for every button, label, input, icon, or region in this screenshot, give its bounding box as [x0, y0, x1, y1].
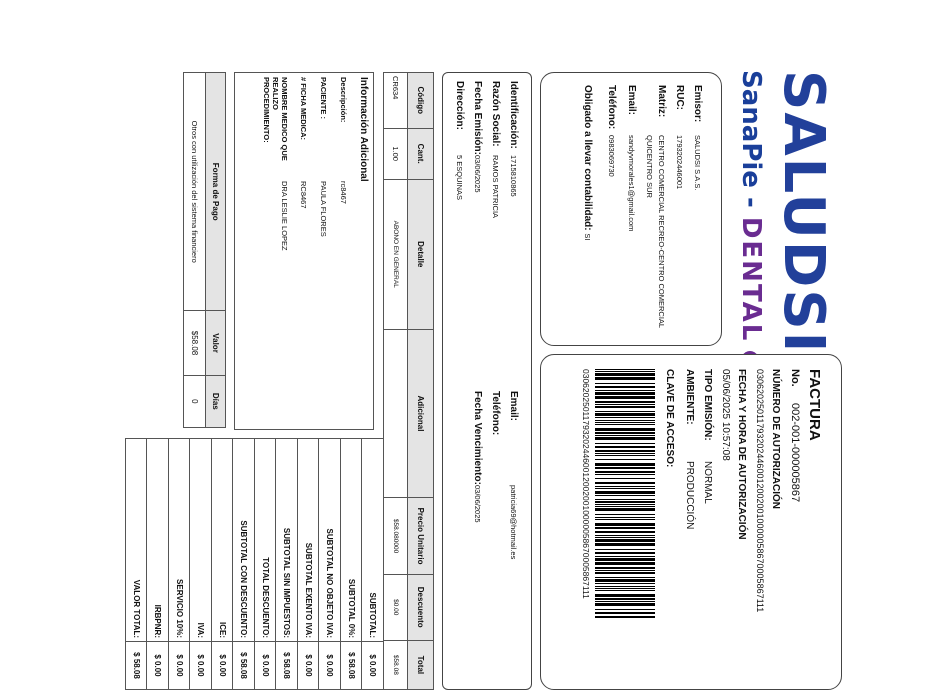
totales-label: ICE: [212, 439, 234, 642]
col-codigo: Código [408, 73, 434, 129]
totales-value: $ 58.08 [126, 642, 148, 690]
barcode-bar [595, 406, 655, 408]
barcode-bar [595, 577, 655, 578]
factura-title: FACTURA [806, 369, 823, 441]
telefono-value: 0983069730 [607, 135, 616, 177]
totales-label: SUBTOTAL NO OBJETO IVA: [319, 439, 341, 642]
factura-no-value: 002-001-000005867 [789, 403, 801, 503]
totales-row [298, 439, 320, 690]
totales-row [276, 439, 298, 690]
barcode-bar [595, 616, 655, 618]
totales-label: SERVICIO 10%: [169, 439, 191, 642]
totales-row [233, 439, 255, 690]
barcode-bar [595, 562, 655, 565]
barcode-bar [595, 411, 655, 412]
totales-table [125, 438, 384, 690]
direccion-label: Dirección: [454, 81, 465, 130]
barcode-bar [595, 552, 655, 554]
barcode-bar [595, 383, 655, 384]
barcode-bar [595, 570, 655, 571]
totales-label: SUBTOTAL CON DESCUENTO: [233, 439, 255, 642]
barcode-bar [595, 586, 655, 587]
emisor-value: SALUDSI S.A.S. [693, 135, 702, 191]
col-cantidad: Cant. [408, 128, 434, 179]
adicional-value-4: DRA LESLIE LOPEZ [280, 181, 289, 251]
barcode-bar [595, 603, 655, 606]
barcode-bar [595, 495, 655, 496]
barcode-bar [595, 519, 655, 520]
totales-value: $ 0.00 [212, 642, 234, 690]
adicional-value-3: RC8467 [299, 181, 308, 209]
barcode-bar [595, 612, 655, 614]
identificacion-label: Identificación: [508, 81, 519, 149]
barcode-bar [595, 422, 655, 423]
cell-descuento: $0.00 [384, 574, 408, 640]
barcode-bar [595, 539, 655, 542]
barcode-bar [595, 491, 655, 494]
barcode-bar [595, 369, 655, 370]
matriz-label: Matriz: [656, 85, 667, 118]
barcode-bar [595, 506, 655, 507]
barcode-bar [595, 420, 655, 421]
cell-precio: $58.080000 [384, 498, 408, 574]
col-total: Total [408, 640, 434, 689]
adicional-value-1: rc8467 [339, 181, 348, 204]
emisor-email-value: sandyvmorales1@gmail.com [627, 135, 636, 232]
totales-value: $ 0.00 [362, 642, 384, 690]
fecha-aut-label: FECHA Y HORA DE AUTORIZACIÓN [736, 369, 747, 540]
totales-row [190, 439, 212, 690]
col-valor: Valor [206, 311, 226, 375]
barcode-bar [595, 504, 655, 505]
barcode-bar [595, 471, 655, 473]
barcode-bar [595, 588, 655, 589]
barcode-bar [595, 583, 655, 584]
barcode-bar [595, 567, 655, 569]
totales-label: SUBTOTAL EXENTO IVA: [298, 439, 320, 642]
barcode-bar [595, 450, 655, 452]
col-forma-pago: Forma de Pago [206, 73, 226, 311]
factura-no-label: No. [789, 369, 801, 387]
barcode-bar [595, 377, 655, 380]
emisor-email-label: Email: [626, 85, 637, 116]
barcode-bar [595, 467, 655, 469]
totales-row [362, 439, 384, 690]
barcode-bar [595, 609, 655, 610]
barcode-bar [595, 371, 655, 372]
identificacion-value: 1715810865 [509, 155, 518, 197]
barcode-bar [595, 572, 655, 574]
matriz-value-2: QUICENTRO SUR [645, 135, 654, 198]
col-descuento: Descuento [408, 574, 434, 640]
cell-adicional [384, 329, 408, 498]
totales-value: $ 58.08 [276, 642, 298, 690]
info-adicional-box [234, 72, 374, 430]
totales-label: IRBPNR: [147, 439, 169, 642]
totales-value: $ 0.00 [147, 642, 169, 690]
barcode-bar [595, 488, 655, 489]
emisor-box [540, 72, 722, 346]
matriz-value-1: CENTRO COMERCIAL RECREO-CENTRO COMERCIAL [657, 135, 666, 329]
barcode-bar [595, 390, 655, 391]
totales-value: $ 58.08 [341, 642, 363, 690]
barcode-bar [595, 594, 655, 597]
totales-row [126, 439, 148, 690]
dental-logo-text: DENTAL [736, 216, 766, 343]
totales-row [341, 439, 363, 690]
barcode-icon [595, 369, 655, 669]
barcode-bar [595, 428, 655, 431]
ambiente-label: AMBIENTE: [684, 369, 695, 425]
adicional-label-2: PACIENTE : [319, 77, 328, 119]
invoice-sheet [72, 40, 862, 679]
totales-value: $ 0.00 [319, 642, 341, 690]
barcode-bar [595, 598, 655, 600]
barcode-bar [595, 446, 655, 448]
logo-separator: - [736, 187, 766, 217]
cliente-box [442, 72, 532, 690]
barcode-bar [595, 424, 655, 425]
totales-label: IVA: [190, 439, 212, 642]
barcode-bar [595, 517, 655, 518]
items-table [383, 72, 434, 690]
barcode-bar [595, 417, 655, 418]
ruc-label: RUC: [674, 85, 685, 110]
barcode-bar [595, 531, 655, 533]
num-aut-value: 0306202501179320244600120020010000058670005867111 [755, 369, 765, 613]
barcode-bar [595, 437, 655, 440]
barcode-bar [595, 455, 655, 456]
barcode-bar [595, 556, 655, 557]
barcode-bar [595, 543, 655, 546]
barcode-bar [595, 590, 655, 591]
barcode-bar [595, 373, 655, 376]
barcode-bar [595, 478, 655, 479]
barcode-bar [595, 453, 655, 454]
fecha-emision-value: 03/06/2025 [473, 155, 482, 193]
sanapie-logo-text: SanaPie [736, 70, 766, 188]
totales-row [212, 439, 234, 690]
brand-sublogo [736, 70, 766, 381]
cliente-email-value: patricia69@hotmail.es [509, 485, 518, 560]
barcode-bar [595, 549, 655, 550]
razon-social-label: Razón Social: [490, 81, 501, 147]
contabilidad-value: SI [583, 233, 592, 241]
barcode-bar [595, 474, 655, 475]
totales-row [319, 439, 341, 690]
totales-value: $ 58.08 [233, 642, 255, 690]
adicional-label-4: NOMBRE MEDICO QUE REALIZO PROCEDIMIENTO: [262, 77, 289, 161]
adicional-value-2: PAULA FLORES [319, 181, 328, 237]
table-row [184, 73, 206, 428]
col-detalle: Detalle [408, 179, 434, 329]
barcode-bar [595, 404, 655, 405]
barcode-bar [595, 392, 655, 395]
tipo-emision-label: TIPO EMISIÓN: [702, 369, 713, 441]
cell-detalle: ABONO EN GENERAL [384, 179, 408, 329]
ambiente-value: PRODUCCIÓN [684, 461, 695, 530]
cell-cantidad: 1.00 [384, 128, 408, 179]
col-adicional: Adicional [408, 329, 434, 498]
barcode-bar [595, 499, 655, 500]
barcode-bar [595, 443, 655, 444]
pago-valor: $58.08 [184, 311, 206, 375]
clave-acceso-label: CLAVE DE ACCESO: [664, 369, 675, 468]
totales-value: $ 0.00 [190, 642, 212, 690]
direccion-value: 5 ESQUINAS [455, 155, 464, 201]
barcode-bar [595, 527, 655, 529]
totales-label: SUBTOTAL SIN IMPUESTOS: [276, 439, 298, 642]
totales-row [255, 439, 277, 690]
barcode-bar [595, 401, 655, 403]
barcode-bar [595, 523, 655, 526]
pago-forma: Otros con utilización del sistema financiero [184, 73, 206, 311]
table-row [384, 73, 408, 690]
barcode-bar [595, 463, 655, 466]
barcode-bar [595, 558, 655, 561]
col-dias: Días [206, 375, 226, 427]
totales-row [169, 439, 191, 690]
barcode-bar [595, 386, 655, 388]
factura-box [540, 354, 842, 690]
barcode-bar [595, 413, 655, 416]
totales-row [147, 439, 169, 690]
ruc-value: 1793202446001 [675, 135, 684, 190]
barcode-bar [595, 501, 655, 503]
barcode-digits: 0306202501179320244600120020010000058670005867111 [581, 369, 591, 599]
barcode-bar [595, 537, 655, 538]
fecha-vencimiento-label: Fecha Vencimiento: [472, 391, 483, 485]
barcode-bar [595, 459, 655, 460]
contabilidad-label: Obligado a llevar contabilidad: [582, 85, 593, 231]
brand-logo: SALUDSI [771, 70, 836, 355]
totales-label: VALOR TOTAL: [126, 439, 148, 642]
cell-total: $58.08 [384, 640, 408, 689]
num-aut-label: NÚMERO DE AUTORIZACIÓN [770, 369, 781, 509]
barcode-bar [595, 601, 655, 602]
barcode-bar [595, 486, 655, 487]
fecha-vencimiento-value: 03/06/2025 [473, 485, 482, 523]
cliente-telefono-label: Teléfono: [490, 391, 501, 436]
adicional-label-1: Descripción: [339, 77, 348, 123]
razon-social-value: RAMOS PATRICIA [491, 155, 500, 219]
col-precio: Precio Unitario [408, 498, 434, 574]
barcode-bar [595, 396, 655, 399]
totales-value: $ 0.00 [255, 642, 277, 690]
totales-label: TOTAL DESCUENTO: [255, 439, 277, 642]
barcode-bar [595, 482, 655, 484]
pago-table [183, 72, 226, 428]
totales-value: $ 0.00 [169, 642, 191, 690]
fecha-aut-value: 05/06/2025 10:57:08 [720, 369, 731, 461]
tipo-emision-value: NORMAL [702, 461, 713, 504]
fecha-emision-label: Fecha Emisión: [472, 81, 483, 155]
barcode-bar [595, 508, 655, 511]
totales-label: SUBTOTAL: [362, 439, 384, 642]
cliente-email-label: Email: [508, 391, 519, 422]
barcode-bar [595, 579, 655, 582]
telefono-label: Teléfono: [606, 85, 617, 130]
barcode-bar [595, 435, 655, 436]
emisor-label: Emisor: [692, 85, 703, 123]
barcode-bar [595, 535, 655, 536]
adicional-label-3: # FICHA MEDICA: [299, 77, 308, 141]
totales-value: $ 0.00 [298, 642, 320, 690]
cell-codigo: CR634 [384, 73, 408, 129]
pago-dias: 0 [184, 375, 206, 427]
barcode-bar [595, 432, 655, 434]
info-adicional-title: Información Adicional [358, 77, 369, 182]
totales-label: SUBTOTAL 0%: [341, 439, 363, 642]
barcode-bar [595, 514, 655, 515]
